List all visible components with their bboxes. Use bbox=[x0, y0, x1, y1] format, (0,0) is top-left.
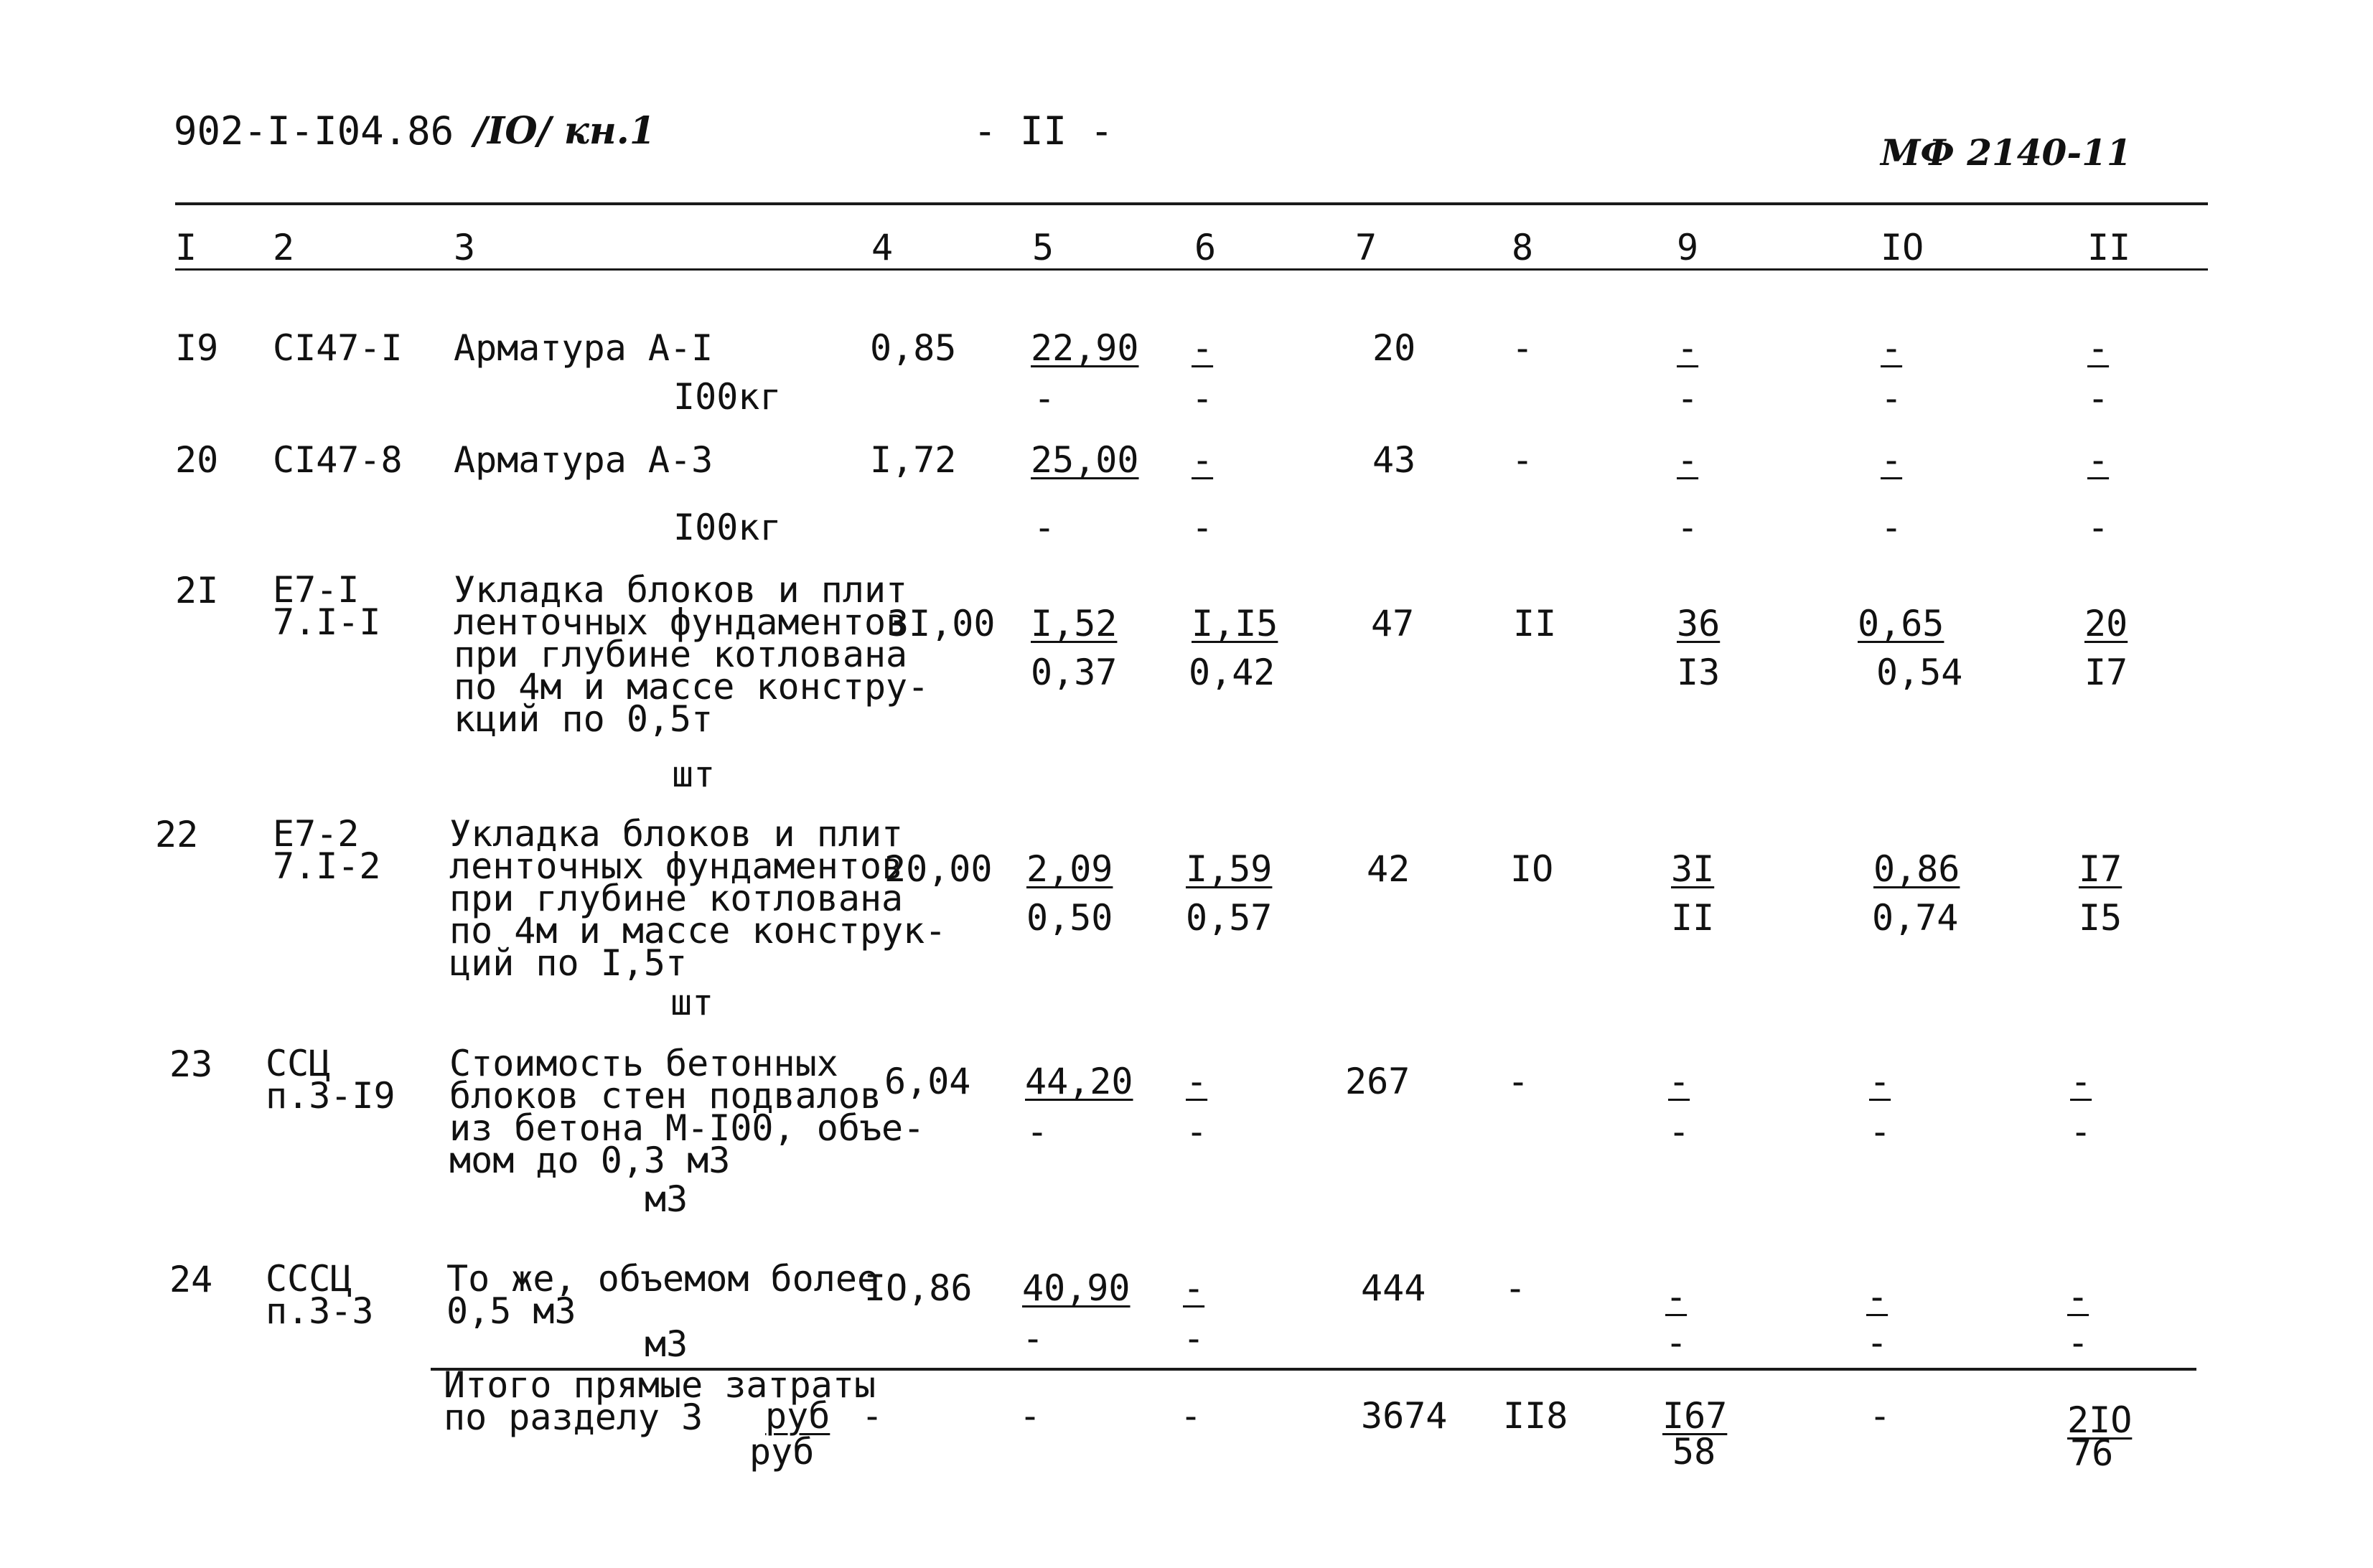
col6-top: I,I5 bbox=[1192, 603, 1278, 644]
page-number: - II - bbox=[973, 108, 1114, 154]
col11-bottom: I7 bbox=[2084, 652, 2128, 693]
col10-top: - bbox=[1881, 439, 1903, 481]
row-number: 2I bbox=[175, 570, 219, 611]
col8-value: - bbox=[1507, 1061, 1530, 1102]
col10-bottom: 0,54 bbox=[1876, 652, 1963, 693]
row-description: То же, объемом более 0,5 м3 bbox=[446, 1258, 879, 1332]
col10-top: - bbox=[1866, 1276, 1888, 1318]
col-header-9: 9 bbox=[1677, 227, 1699, 268]
col5-top: 25,00 bbox=[1031, 439, 1139, 481]
col8-value: - bbox=[1512, 327, 1534, 369]
row-unit: I00кг bbox=[673, 507, 782, 548]
col11-top: - bbox=[2070, 1061, 2092, 1102]
col10-bottom: - bbox=[1881, 507, 1903, 548]
col8-value: II bbox=[1513, 603, 1557, 644]
col5-bottom: 0,50 bbox=[1026, 897, 1113, 939]
col10-bottom: - bbox=[1869, 1111, 1891, 1152]
col9-bottom: - bbox=[1677, 377, 1699, 419]
total-col9-top: I67 bbox=[1662, 1395, 1728, 1437]
row-code: E7-2 7.I-2 bbox=[273, 813, 381, 887]
total-unit-bottom: руб bbox=[749, 1431, 815, 1473]
col7-value: 444 bbox=[1361, 1267, 1426, 1309]
col6-bottom: - bbox=[1183, 1318, 1205, 1359]
total-col6: - bbox=[1180, 1395, 1202, 1437]
col10-top: 0,86 bbox=[1873, 848, 1960, 890]
header-rule bbox=[175, 268, 2208, 271]
col-header-1: I bbox=[175, 227, 197, 268]
col-header-2: 2 bbox=[273, 227, 295, 268]
col9-bottom: - bbox=[1665, 1322, 1688, 1363]
col9-top: 3I bbox=[1671, 848, 1715, 890]
col-header-5: 5 bbox=[1032, 227, 1054, 268]
col5-top: 2,09 bbox=[1026, 848, 1113, 890]
col7-value: 267 bbox=[1345, 1061, 1410, 1102]
col10-top: - bbox=[1869, 1061, 1891, 1102]
row-description: Арматура А-3 bbox=[454, 439, 713, 481]
col6-top: - bbox=[1192, 327, 1214, 369]
col9-bottom: - bbox=[1668, 1111, 1690, 1152]
total-col11-top: 2IO bbox=[2067, 1399, 2133, 1441]
col7-value: 20 bbox=[1372, 327, 1416, 369]
col6-top: - bbox=[1186, 1061, 1208, 1102]
doc-code: 902-I-I04.86 bbox=[174, 108, 454, 154]
row-quantity: 3I,00 bbox=[887, 603, 996, 644]
row-quantity: IO,86 bbox=[864, 1267, 973, 1309]
col5-bottom: - bbox=[1022, 1318, 1044, 1359]
col10-top: 0,65 bbox=[1858, 603, 1944, 644]
row-unit: шт bbox=[670, 982, 714, 1023]
col-header-4: 4 bbox=[871, 227, 894, 268]
col5-top: I,52 bbox=[1031, 603, 1118, 644]
col8-value: - bbox=[1504, 1267, 1527, 1309]
row-number: 20 bbox=[175, 439, 219, 481]
col6-top: - bbox=[1192, 439, 1214, 481]
col6-bottom: - bbox=[1192, 377, 1214, 419]
col6-top: I,59 bbox=[1186, 848, 1273, 890]
row-code: CI47-8 bbox=[273, 439, 403, 481]
col6-bottom: - bbox=[1186, 1111, 1208, 1152]
row-number: 22 bbox=[155, 814, 199, 855]
col5-top: 44,20 bbox=[1025, 1061, 1133, 1102]
col5-top: 22,90 bbox=[1031, 327, 1139, 369]
row-description: Стоимость бетонных блоков стен подвалов из бетона М-I00, объе- мом до 0,3 м3 bbox=[449, 1043, 925, 1181]
row-number: 23 bbox=[169, 1043, 213, 1085]
col11-top: 20 bbox=[2084, 603, 2128, 644]
row-unit: м3 bbox=[645, 1323, 688, 1365]
row-code: CI47-I bbox=[273, 327, 403, 369]
total-col9-bottom: 58 bbox=[1672, 1431, 1716, 1473]
col-header-11: II bbox=[2087, 227, 2131, 268]
top-rule bbox=[175, 202, 2208, 205]
row-number: 24 bbox=[169, 1259, 213, 1300]
total-col7: 3674 bbox=[1361, 1395, 1448, 1437]
col-header-3: 3 bbox=[454, 227, 476, 268]
row-code: СССЦ п.3-3 bbox=[266, 1258, 374, 1332]
row-number: I9 bbox=[175, 327, 219, 369]
row-description: Укладка блоков и плит ленточных фундаментов при глубине котлована по 4м и массе констру- кций по 0,5т bbox=[454, 569, 930, 740]
row-quantity: 6,04 bbox=[884, 1061, 971, 1102]
col11-top: - bbox=[2087, 439, 2110, 481]
col-header-7: 7 bbox=[1355, 227, 1377, 268]
col-header-10: IO bbox=[1881, 227, 1924, 268]
col7-value: 42 bbox=[1367, 848, 1410, 890]
col7-value: 43 bbox=[1372, 439, 1416, 481]
col8-value: - bbox=[1512, 439, 1534, 481]
col6-top: - bbox=[1183, 1267, 1205, 1309]
col5-bottom: - bbox=[1034, 507, 1056, 548]
col6-bottom: 0,42 bbox=[1189, 652, 1276, 693]
col11-bottom: - bbox=[2070, 1111, 2092, 1152]
col11-bottom: - bbox=[2067, 1322, 2089, 1363]
total-col5: - bbox=[1019, 1395, 1042, 1437]
col10-top: - bbox=[1881, 327, 1903, 369]
row-code: ССЦ п.3-I9 bbox=[266, 1043, 396, 1117]
row-quantity: 0,85 bbox=[870, 327, 957, 369]
row-unit: шт bbox=[672, 754, 716, 795]
col9-top: - bbox=[1677, 439, 1699, 481]
col9-bottom: I3 bbox=[1677, 652, 1721, 693]
row-quantity: 20,00 bbox=[884, 848, 993, 890]
col6-bottom: - bbox=[1192, 507, 1214, 548]
total-col11-bottom: 76 bbox=[2070, 1432, 2114, 1474]
col9-top: - bbox=[1668, 1061, 1690, 1102]
col8-value: IO bbox=[1510, 848, 1554, 890]
total-col10: - bbox=[1869, 1395, 1891, 1437]
doc-suffix: /IO/ кн.1 bbox=[474, 109, 656, 153]
row-unit: м3 bbox=[645, 1178, 688, 1220]
col-header-6: 6 bbox=[1194, 227, 1217, 268]
col10-bottom: - bbox=[1881, 377, 1903, 419]
col6-bottom: 0,57 bbox=[1186, 897, 1273, 939]
col11-top: I7 bbox=[2079, 848, 2122, 890]
col9-bottom: II bbox=[1671, 897, 1715, 939]
col9-top: 36 bbox=[1677, 603, 1721, 644]
col9-top: - bbox=[1665, 1276, 1688, 1318]
col5-bottom: 0,37 bbox=[1031, 652, 1118, 693]
total-col4: - bbox=[861, 1395, 884, 1437]
col11-bottom: - bbox=[2087, 507, 2110, 548]
col9-top: - bbox=[1677, 327, 1699, 369]
row-code: E7-I 7.I-I bbox=[273, 569, 381, 643]
row-description: Укладка блоков и плит ленточных фундаментов при глубине котлована по 4м и массе конструк- ций по I,5т bbox=[449, 813, 947, 984]
col5-bottom: - bbox=[1034, 377, 1056, 419]
row-description: Арматура А-I bbox=[454, 327, 713, 369]
total-unit-top: руб bbox=[765, 1395, 830, 1437]
total-col8: II8 bbox=[1503, 1395, 1568, 1437]
row-quantity: I,72 bbox=[870, 439, 957, 481]
col9-bottom: - bbox=[1677, 507, 1699, 548]
col10-bottom: 0,74 bbox=[1872, 897, 1959, 939]
col11-bottom: I5 bbox=[2079, 897, 2122, 939]
col-header-8: 8 bbox=[1512, 227, 1534, 268]
col5-top: 40,90 bbox=[1022, 1267, 1131, 1309]
col5-bottom: - bbox=[1026, 1111, 1049, 1152]
col7-value: 47 bbox=[1371, 603, 1415, 644]
col10-bottom: - bbox=[1866, 1322, 1888, 1363]
col11-top: - bbox=[2087, 327, 2110, 369]
col11-top: - bbox=[2067, 1276, 2089, 1318]
col11-bottom: - bbox=[2087, 377, 2110, 419]
total-label: Итого прямые затраты по разделу 3 bbox=[444, 1364, 876, 1438]
row-unit: I00кг bbox=[673, 376, 782, 418]
doc-stamp: МФ 2140-11 bbox=[1881, 131, 2132, 174]
